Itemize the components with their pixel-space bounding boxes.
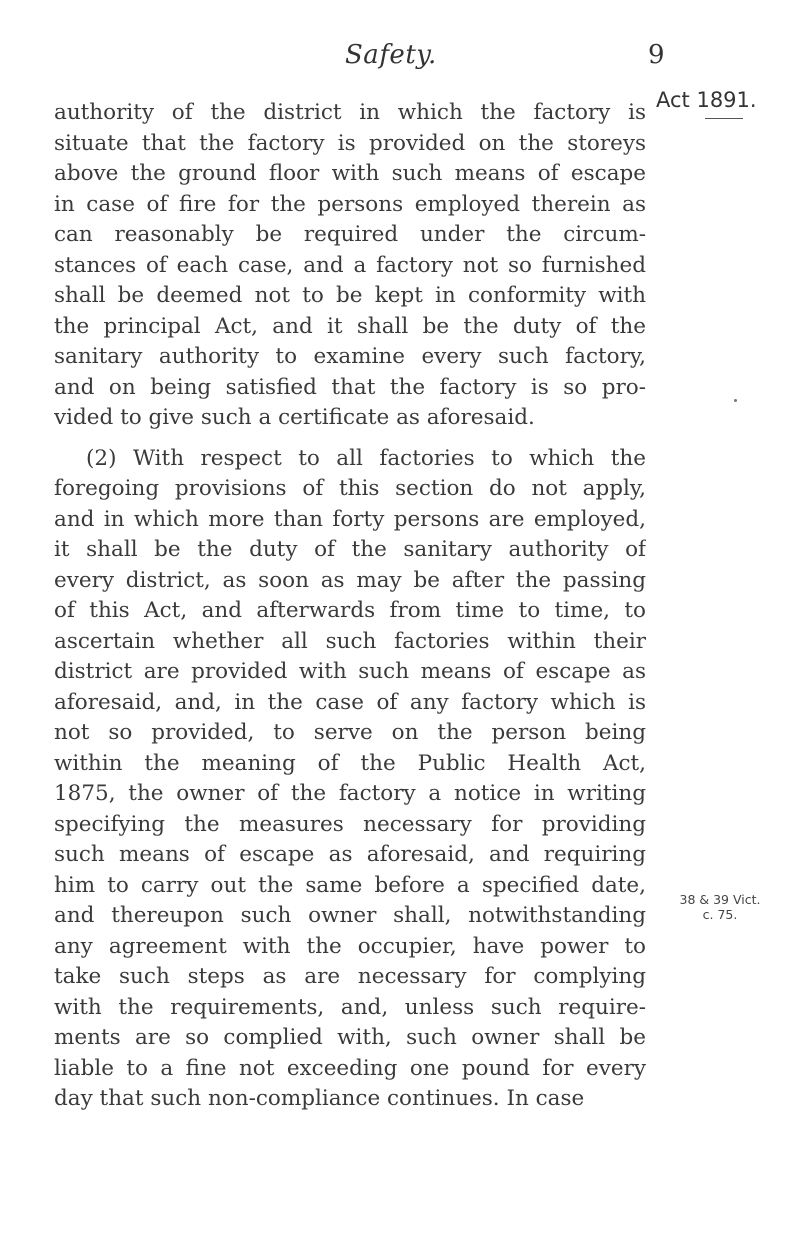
text-line: in case of fire for the persons employed therein as: [54, 191, 646, 217]
text-line: not so provided, to serve on the person being: [54, 720, 646, 745]
text-line: aforesaid, and, in the case of any factory which is: [54, 689, 646, 715]
page-number: 9: [648, 40, 665, 70]
paragraph-1: [54, 98, 646, 434]
text-line: shall be deemed not to be kept in conformity with: [54, 283, 646, 308]
margin-note-act-year: Act 1891.: [656, 88, 757, 112]
paragraph-gap: [54, 434, 646, 444]
text-line: such means of escape as aforesaid, and requiring: [54, 842, 646, 867]
text-line: with the requirements, and, unless such require-: [54, 994, 646, 1020]
text-line: the principal Act, and it shall be the duty of the: [54, 313, 646, 339]
text-line: (2) With respect to all factories to which the: [86, 445, 646, 471]
text-line: within the meaning of the Public Health Act,: [54, 750, 646, 776]
text-line: authority of the district in which the factory is: [54, 100, 646, 125]
text-line: any agreement with the occupier, have power to: [54, 933, 646, 959]
statute-citation: 38 & 39 Vict.: [679, 892, 761, 907]
running-head: [0, 40, 800, 80]
text-line: of this Act, and afterwards from time to time, to: [54, 598, 646, 623]
statute-chapter: c. 75.: [702, 907, 738, 922]
text-line: situate that the factory is provided on the storeys: [54, 130, 646, 156]
text-line: take such steps as are necessary for complying: [54, 964, 646, 989]
text-line: district are provided with such means of escape as: [54, 659, 646, 684]
text-line: above the ground floor with such means of escape: [54, 161, 646, 186]
print-speck: [734, 399, 737, 402]
margin-underline: [705, 118, 743, 119]
text-line: can reasonably be required under the circum-: [54, 222, 646, 247]
text-line: it shall be the duty of the sanitary authority of: [54, 537, 646, 562]
text-line: liable to a fine not exceeding one pound for every: [54, 1055, 646, 1081]
body-text: [54, 98, 646, 1115]
text-line: ascertain whether all such factories within their: [54, 628, 646, 654]
text-line: stances of each case, and a factory not so furnished: [54, 252, 646, 278]
margin-note-statute: [655, 892, 785, 922]
text-line: ments are so complied with, such owner shall be: [54, 1025, 646, 1050]
text-line: every district, as soon as may be after the passing: [54, 567, 646, 593]
text-line: and thereupon such owner shall, notwithstanding: [54, 903, 646, 928]
paragraph-2: [54, 444, 646, 1115]
text-line: specifying the measures necessary for providing: [54, 811, 646, 837]
text-line: foregoing provisions of this section do not apply,: [54, 476, 646, 501]
text-line: vided to give such a certificate as aforesaid.: [54, 405, 535, 430]
running-title: Safety.: [345, 40, 437, 70]
text-line: day that such non-compliance continues. In case: [54, 1086, 585, 1111]
text-line: and on being satisfied that the factory is so pro-: [54, 374, 646, 400]
text-line: sanitary authority to examine every such factory,: [54, 344, 646, 369]
text-line: him to carry out the same before a specified date,: [54, 872, 646, 898]
text-line: and in which more than forty persons are employed,: [54, 506, 646, 532]
text-line: 1875, the owner of the factory a notice in writing: [54, 781, 646, 806]
